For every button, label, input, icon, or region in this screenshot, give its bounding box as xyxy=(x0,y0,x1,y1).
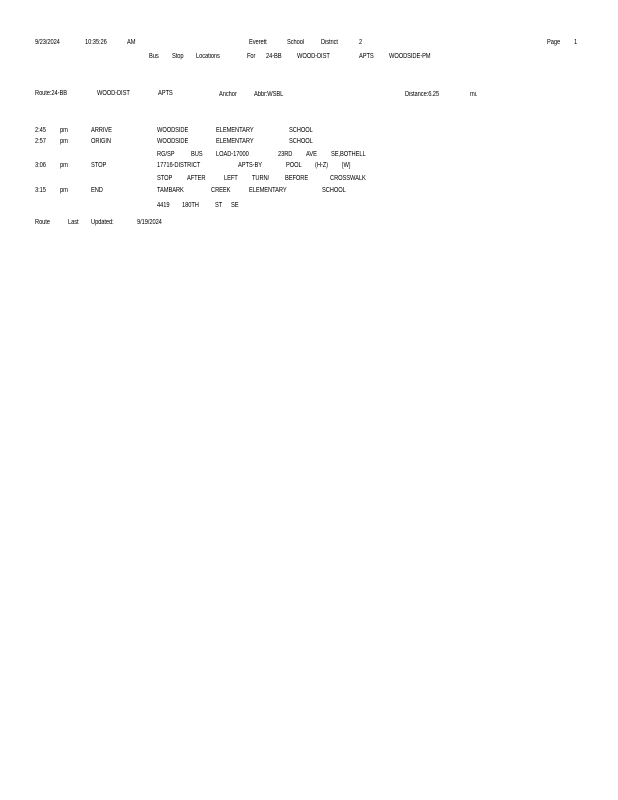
subtitle-word: APTS xyxy=(359,53,374,60)
org-word: 2 xyxy=(359,39,363,46)
stop-location-word: POOL xyxy=(286,162,302,169)
stop-location-word: LEFT xyxy=(224,175,238,182)
stop-location-word: WOODSIDE xyxy=(157,138,189,145)
stop-location-word: APTS-BY xyxy=(238,162,262,169)
footer-word: Updated: xyxy=(91,219,114,226)
subtitle-word: For xyxy=(247,53,256,60)
stop-location-word: CREEK xyxy=(211,187,231,194)
page-number: 1 xyxy=(574,39,578,46)
org-word: Everett xyxy=(249,39,267,46)
stop-location-word: TAMBARK xyxy=(157,187,184,194)
stop-location-word: SCHOOL xyxy=(289,138,313,145)
page-label: Page xyxy=(547,39,561,46)
stop-location-word: BEFORE xyxy=(285,175,309,182)
stop-time: 2:57 xyxy=(35,138,46,145)
route-distance-unit: mi. xyxy=(470,91,478,98)
stop-location-word: RG/SP xyxy=(157,151,175,158)
route-anchor: Anchor xyxy=(219,91,237,98)
stop-location-word: 180TH xyxy=(182,202,199,209)
subtitle-word: WOODSIDE-PM xyxy=(389,53,431,60)
org-word: School xyxy=(287,39,305,46)
stop-location-word: TURN/ xyxy=(252,175,270,182)
stop-ampm: pm xyxy=(60,187,68,194)
footer-word: Route xyxy=(35,219,50,226)
stop-location-word: 4419 xyxy=(157,202,170,209)
stop-ampm: pm xyxy=(60,127,68,134)
stop-location-word: AFTER xyxy=(187,175,206,182)
stop-location-word: AVE xyxy=(306,151,317,158)
stop-ampm: pm xyxy=(60,138,68,145)
stop-location-word: ST xyxy=(215,202,223,209)
subtitle-word: Stop xyxy=(172,53,184,60)
stop-type: ARRIVE xyxy=(91,127,112,134)
org-word: District xyxy=(321,39,338,46)
subtitle-word: Bus xyxy=(149,53,159,60)
stop-location-word: CROSSWALK xyxy=(330,175,366,182)
subtitle-word: Locations xyxy=(196,53,220,60)
report-time: 10:35:26 xyxy=(85,39,107,46)
stop-type: END xyxy=(91,187,103,194)
footer-word: Last xyxy=(68,219,79,226)
route-wood-dist: WOOD-DIST xyxy=(97,90,130,97)
stop-type: ORIGIN xyxy=(91,138,111,145)
stop-location-word: LOAD-17000 xyxy=(216,151,249,158)
stop-location-word: SE xyxy=(231,202,239,209)
stop-time: 3:15 xyxy=(35,187,46,194)
stop-location-word: 17716-DISTRICT xyxy=(157,162,201,169)
stop-location-word: (H-Z) xyxy=(315,162,328,169)
stop-location-word: ELEMENTARY xyxy=(216,127,254,134)
route-distance: Distance:6.25 xyxy=(405,91,440,98)
subtitle-word: 24-BB xyxy=(266,53,282,60)
stop-location-word: ELEMENTARY xyxy=(216,138,254,145)
stop-ampm: pm xyxy=(60,162,68,169)
subtitle-word: WOOD-DIST xyxy=(297,53,330,60)
stop-location-word: SCHOOL xyxy=(289,127,313,134)
stop-location-word: STOP xyxy=(157,175,173,182)
stop-time: 3:06 xyxy=(35,162,46,169)
report-ampm: AM xyxy=(127,39,136,46)
route-apts: APTS xyxy=(158,90,173,97)
footer-updated-date: 9/19/2024 xyxy=(137,219,162,226)
stop-location-word: [W] xyxy=(342,162,351,169)
route-id: Route:24-BB xyxy=(35,90,67,97)
report-date: 9/23/2024 xyxy=(35,39,60,46)
stop-type: STOP xyxy=(91,162,107,169)
stop-location-word: BUS xyxy=(191,151,203,158)
route-abbr: Abbr:WSBL xyxy=(254,91,284,98)
stop-location-word: 23RD xyxy=(278,151,293,158)
stop-location-word: SE,BOTHELL xyxy=(331,151,366,158)
stop-location-word: SCHOOL xyxy=(322,187,346,194)
stop-location-word: WOODSIDE xyxy=(157,127,189,134)
stop-location-word: ELEMENTARY xyxy=(249,187,287,194)
stop-time: 2:45 xyxy=(35,127,46,134)
